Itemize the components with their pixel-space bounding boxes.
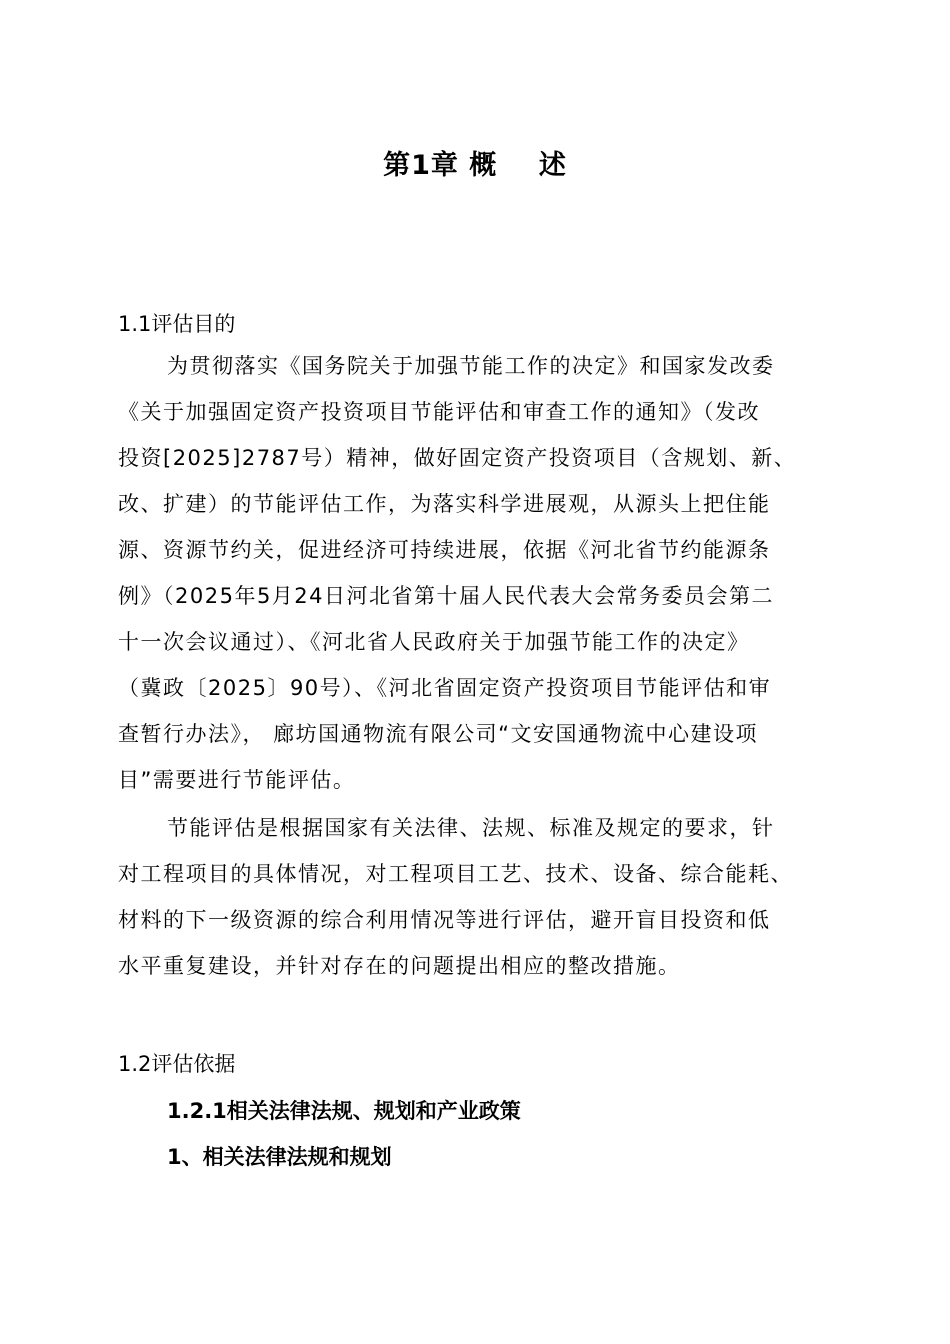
paragraph-evaluation-definition [118, 805, 834, 989]
paragraph-line: 节能评估是根据国家有关法律、法规、标准及规定的要求，针 [167, 816, 775, 840]
section-heading-1-1: 1.1评估目的 [118, 312, 236, 336]
paragraph-line: 投资[2025]2787号）精神，做好固定资产投资项目（含规划、新、 [118, 446, 797, 470]
paragraph-line: 对工程项目的具体情况，对工程项目工艺、技术、设备、综合能耗、 [118, 862, 793, 886]
paragraph-line: 查暂行办法》， 廊坊国通物流有限公司“文安国通物流中心建设项 [118, 722, 759, 746]
paragraph-line: （冀政〔2025〕90号）、《河北省固定资产投资项目节能评估和审 [118, 676, 772, 700]
paragraph-line: 水平重复建设，并针对存在的问题提出相应的整改措施。 [118, 954, 681, 978]
paragraph-line: 材料的下一级资源的综合利用情况等进行评估，避开盲目投资和低 [118, 908, 771, 932]
paragraph-line: 十一次会议通过）、《河北省人民政府关于加强节能工作的决定》 [118, 630, 750, 654]
paragraph-line: 为贯彻落实《国务院关于加强节能工作的决定》和国家发改委 [167, 354, 775, 378]
paragraph-evaluation-purpose [118, 343, 834, 803]
paragraph-line: 目”需要进行节能评估。 [118, 768, 356, 792]
paragraph-line: 源、资源节约关，促进经济可持续进展，依据《河北省节约能源条 [118, 538, 771, 562]
paragraph-line: 改、扩建）的节能评估工作，为落实科学进展观，从源头上把住能 [118, 492, 771, 516]
chapter-title: 第1章 概 述 [383, 150, 567, 181]
paragraph-line: 例》（2025年5月24日河北省第十届人民代表大会常务委员会第二 [118, 584, 775, 608]
section-heading-1-2: 1.2评估依据 [118, 1052, 236, 1076]
subheading-laws-and-plans: 1、相关法律法规和规划 [167, 1145, 392, 1169]
paragraph-line: 《关于加强固定资产投资项目节能评估和审查工作的通知》（发改 [118, 400, 760, 424]
subheading-1-2-1: 1.2.1相关法律法规、规划和产业政策 [167, 1099, 521, 1123]
